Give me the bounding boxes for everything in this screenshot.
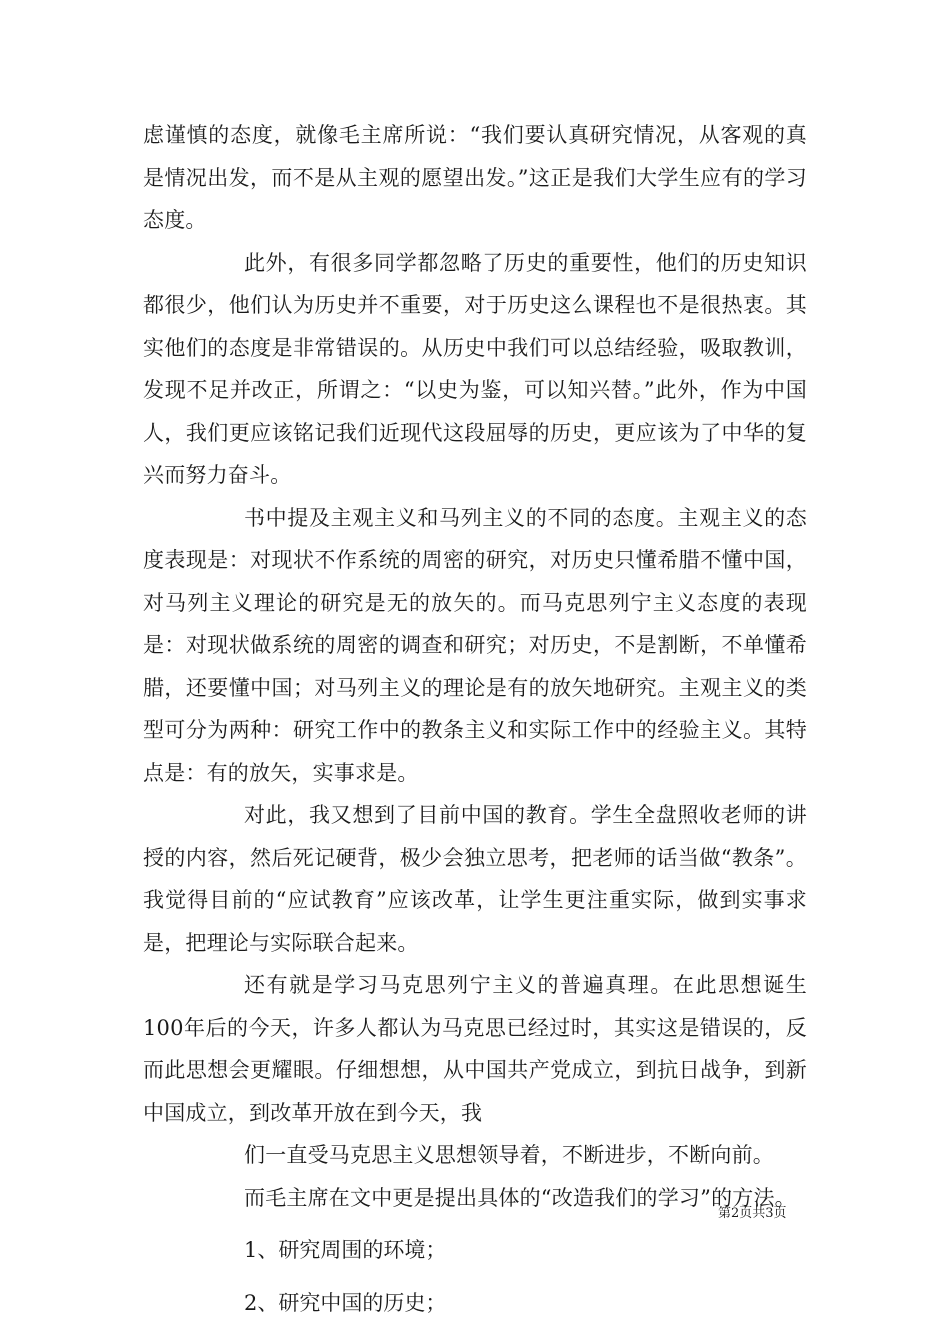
- paragraph-marxism: 还有就是学习马克思列宁主义的普遍真理。在此思想诞生100年后的今天，许多人都认为马克思已经过时，其实这是错误的，反而此思想会更耀眼。仔细想想，从中国共产党成立，到抗日战争，到新中国成立，到改革开放在到今天，我: [143, 973, 807, 1125]
- paragraph-methods: 而毛主席在文中更是提出具体的“改造我们的学习”的方法。: [244, 1185, 796, 1210]
- paragraph-subjectivism: 书中提及主观主义和马列主义的不同的态度。主观主义的态度表现是：对现状不作系统的周密的研究，对历史只懂希腊不懂中国，对马列主义理论的研究是无的放矢的。而马克思列宁主义态度的表现是：对现状做系统的周密的调查和研究；对历史，不是割断，不单懂希腊，还要懂中国；对马列主义的理论是有的放矢地研究。主观主义的类型可分为两种：研究工作中的教条主义和实际工作中的经验主义。其特点是：有的放矢，实事求是。: [143, 505, 807, 785]
- list-item: 2、研究中国的历史；: [244, 1290, 447, 1315]
- page-number-footer: 第2页共3页: [718, 1206, 787, 1221]
- paragraph-continuation-line: 们一直受马克思主义思想领导着，不断进步，不断向前。: [244, 1143, 774, 1167]
- paragraph-history-importance: 此外，有很多同学都忽略了历史的重要性，他们的历史知识都很少，他们认为历史并不重要，对于历史这么课程也不是很热衷。其实他们的态度是非常错误的。从历史中我们可以总结经验，吸取教训，发现不足并改正，所谓之：“以史为鉴，可以知兴替。”此外，作为中国人，我们更应该铭记我们近现代这段屈辱的历史，更应该为了中华的复兴而努力奋斗。: [143, 250, 807, 487]
- paragraph-education: 对此，我又想到了目前中国的教育。学生全盘照收老师的讲授的内容，然后死记硬背，极少会独立思考，把老师的话当做“教条”。我觉得目前的“应试教育”应该改革，让学生更注重实际，做到实事求是，把理论与实际联合起来。: [143, 803, 807, 955]
- document-body: [143, 114, 807, 1324]
- list-item: 1、研究周围的环境；: [244, 1238, 447, 1262]
- paragraph-continued: 虑谨慎的态度，就像毛主席所说：“我们要认真研究情况，从客观的真是情况出发，而不是从主观的愿望出发。”这正是我们大学生应有的学习态度。: [143, 123, 807, 232]
